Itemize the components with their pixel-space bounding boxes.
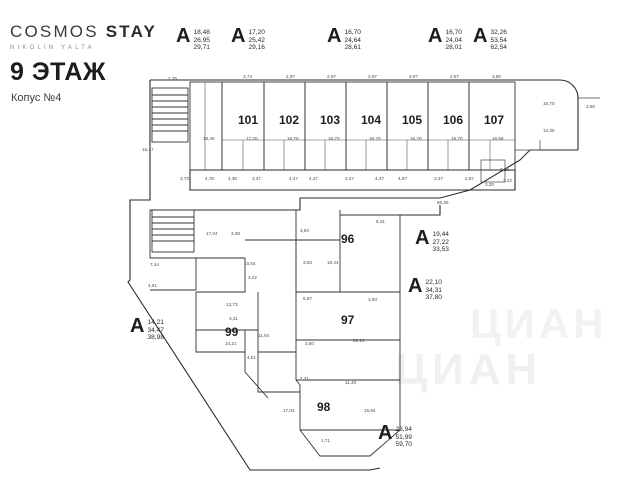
brand-name-bold: STAY (105, 22, 158, 41)
building-subtitle: Копус №4 (11, 92, 62, 104)
room-number-105[interactable]: 105 (402, 113, 423, 127)
dimension-label: 2,97 (450, 74, 459, 79)
apartment-marker-m-97[interactable] (408, 275, 442, 302)
marker-area-value: 34,31 (425, 286, 442, 294)
dimension-label: 3,31 (229, 316, 238, 321)
dimension-label: 2,87 (465, 176, 474, 181)
marker-area-value: 16,70 (344, 29, 361, 36)
dimension-label: 16,70 (287, 136, 299, 141)
page-title: 9 ЭТАЖ (10, 58, 106, 86)
marker-area-value: 24,64 (344, 36, 361, 44)
dimension-label: 3,47 (252, 176, 261, 181)
marker-glyph: A (428, 25, 443, 47)
dimension-label: 3,22 (500, 167, 509, 172)
marker-glyph: A (130, 315, 145, 337)
marker-glyph: A (231, 25, 246, 47)
dimension-label: 3,08 (231, 231, 240, 236)
room-number-103[interactable]: 103 (320, 113, 341, 127)
room-number-107[interactable]: 107 (484, 113, 505, 127)
dimension-label: 2,71 (300, 376, 309, 381)
marker-area-value: 29,71 (193, 44, 210, 52)
dimension-label: 3,22 (248, 275, 257, 280)
dimension-label: 3,22 (503, 178, 512, 183)
marker-glyph: A (378, 422, 393, 444)
dimension-label: 16,70 (410, 136, 422, 141)
marker-area-value: 14,21 (147, 319, 164, 326)
room-number-102[interactable]: 102 (279, 113, 300, 127)
marker-glyph: A (176, 25, 191, 47)
marker-area-value: 16,70 (445, 29, 462, 36)
marker-area-value: 38,98 (147, 334, 164, 342)
dimension-label: 19,44 (327, 260, 339, 265)
dimension-label: 4,76 (205, 176, 214, 181)
dimension-label: 3,74 (243, 74, 252, 79)
dimension-label: 4,47 (289, 176, 298, 181)
brand-name-light: COSMOS (10, 22, 99, 41)
dimension-label: 3,60 (586, 104, 595, 109)
marker-area-value: 26,94 (395, 426, 412, 433)
room-number-98[interactable]: 98 (317, 400, 331, 414)
apartment-marker-m-102[interactable] (231, 25, 265, 52)
dimension-label: 18,48 (203, 136, 215, 141)
dimension-label: 3,93 (303, 260, 312, 265)
apartment-marker-m-105[interactable] (428, 25, 462, 52)
apartment-marker-m-98[interactable] (378, 422, 412, 449)
marker-area-value: 26,95 (193, 36, 210, 44)
marker-areas (432, 230, 449, 254)
marker-area-value: 33,53 (432, 246, 449, 254)
dimension-label: 1,71 (321, 438, 330, 443)
dimension-label: 3,47 (434, 176, 443, 181)
marker-areas (344, 28, 361, 52)
marker-glyph: A (415, 227, 430, 249)
dimension-label: 6,67 (303, 296, 312, 301)
dimension-label: 15,94 (364, 408, 376, 413)
marker-area-value: 29,16 (248, 44, 265, 52)
dimension-label: 56,36 (437, 200, 449, 205)
dimension-label: 4,51 (148, 283, 157, 288)
dimension-label: 17,20 (246, 136, 258, 141)
apartment-marker-m-96[interactable] (415, 227, 449, 254)
marker-areas (248, 28, 265, 52)
brand-subtitle: NIKOLIN YALTA (10, 45, 95, 51)
dimension-label: 2,97 (327, 74, 336, 79)
marker-area-value: 22,10 (425, 279, 442, 286)
dimension-label: 2,97 (368, 74, 377, 79)
dimension-label: 16,70 (451, 136, 463, 141)
dimension-label: 16,56 (492, 136, 504, 141)
dimension-label: 15,70 (543, 101, 555, 106)
marker-area-value: 25,42 (248, 36, 265, 44)
dimension-label: 3,20 (485, 182, 494, 187)
dimension-label: 3,47 (345, 176, 354, 181)
dimension-label: 22,10 (353, 338, 365, 343)
marker-area-value: 37,80 (425, 294, 442, 302)
dimension-label: 11,94 (258, 333, 270, 338)
room-number-96[interactable]: 96 (341, 232, 355, 246)
room-number-106[interactable]: 106 (443, 113, 464, 127)
apartment-marker-m-107[interactable] (473, 25, 507, 52)
marker-area-value: 32,26 (490, 29, 507, 36)
marker-glyph: A (327, 25, 342, 47)
apartment-marker-m-103[interactable] (327, 25, 361, 52)
marker-area-value: 19,44 (432, 231, 449, 238)
marker-areas (445, 28, 462, 52)
dimension-label: 3,60 (305, 341, 314, 346)
dimension-label: 2,97 (286, 74, 295, 79)
dimension-label: 13,73 (226, 302, 238, 307)
marker-area-value: 17,20 (248, 29, 265, 36)
marker-area-value: 53,54 (490, 36, 507, 44)
room-number-97[interactable]: 97 (341, 313, 355, 327)
dimension-label: 4,67 (398, 176, 407, 181)
marker-area-value: 34,47 (147, 326, 164, 334)
room-number-101[interactable]: 101 (238, 113, 259, 127)
dimension-label: 4,47 (375, 176, 384, 181)
dimension-label: 3,84 (300, 228, 309, 233)
dimension-label: 17,04 (283, 408, 295, 413)
dimension-label: 4,51 (247, 355, 256, 360)
dimension-label: 7,14 (150, 262, 159, 267)
dimension-label: 16,70 (369, 136, 381, 141)
dimension-label: 2,76 (168, 76, 177, 81)
dimension-label: 14,21 (225, 341, 237, 346)
marker-areas (490, 28, 507, 52)
dimension-label: 3,80 (492, 74, 501, 79)
dimension-label: 4,47 (309, 176, 318, 181)
dimension-label: 10,54 (244, 261, 256, 266)
marker-glyph: A (473, 25, 488, 47)
room-number-99[interactable]: 99 (225, 325, 239, 339)
dimension-label: 3,73 (180, 176, 189, 181)
marker-area-value: 51,99 (395, 433, 412, 441)
dimension-label: 17,04 (206, 231, 218, 236)
marker-areas (395, 425, 412, 449)
marker-area-value: 59,70 (395, 441, 412, 449)
marker-glyph: A (408, 275, 423, 297)
dimension-label: 16,70 (328, 136, 340, 141)
apartment-marker-m-99[interactable] (130, 315, 164, 342)
marker-areas (425, 278, 442, 302)
apartment-marker-m-101[interactable] (176, 25, 210, 52)
dimension-label: 3,97 (409, 74, 418, 79)
watermark-text-secondary: ЦИАН (470, 300, 608, 347)
marker-area-value: 28,61 (344, 44, 361, 52)
room-number-104[interactable]: 104 (361, 113, 382, 127)
marker-area-value: 24,04 (445, 36, 462, 44)
dimension-label: 15,47 (142, 147, 154, 152)
marker-area-value: 28,01 (445, 44, 462, 52)
marker-areas (193, 28, 210, 52)
dimension-label: 3,50 (368, 297, 377, 302)
marker-area-value: 18,48 (193, 29, 210, 36)
dimension-label: 11,40 (345, 380, 357, 385)
dimension-label: 6,31 (376, 219, 385, 224)
dimension-label: 14,36 (543, 128, 555, 133)
marker-areas (147, 318, 164, 342)
dimension-label: 4,36 (228, 176, 237, 181)
marker-area-value: 27,22 (432, 238, 449, 246)
marker-area-value: 62,54 (490, 44, 507, 52)
watermark-text: ЦИАН (395, 345, 543, 394)
